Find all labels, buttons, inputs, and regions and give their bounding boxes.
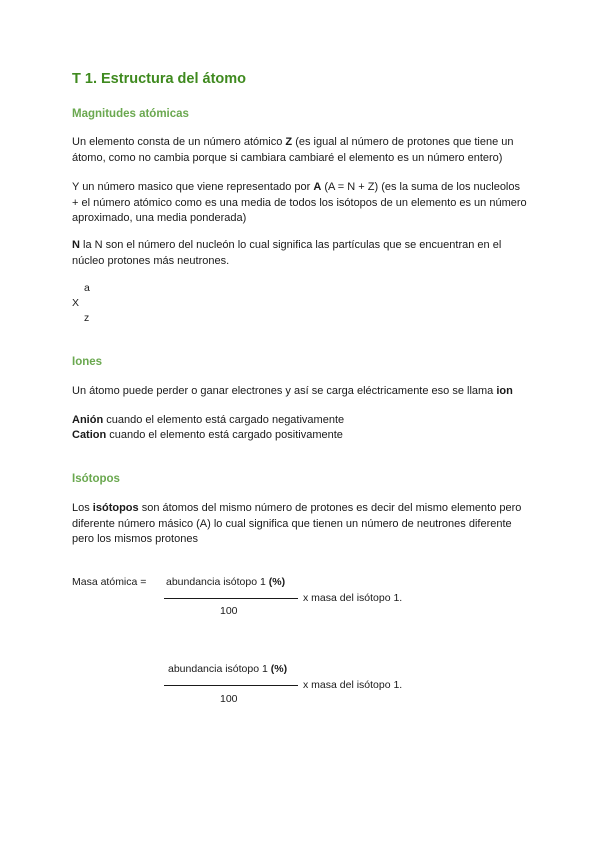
percent-bold: (%) (270, 663, 288, 675)
notation-atomic-number: z (84, 312, 90, 324)
paragraph-numero-masico (72, 180, 528, 227)
bold-a: A (313, 181, 322, 193)
text: cuando el elemento está cargado positivamente (106, 429, 343, 441)
line-anion (72, 413, 528, 429)
formula2-numerator (168, 663, 287, 675)
notation-symbol: X (72, 297, 80, 309)
bold-isotopos: isótopos (92, 502, 139, 514)
paragraph-nucleon (72, 238, 528, 269)
text: (es igual al número de protones que tiene un átomo, como no cambia porque si cambiara cambiaré el elemento es un número entero) (72, 136, 514, 164)
text: Un átomo puede perder o ganar electrones y así se carga eléctricamente eso se llama (72, 385, 497, 397)
bold-ion: ion (496, 385, 513, 397)
text: Y un número masico que viene representado por (72, 181, 314, 193)
formula2-denominator: 100 (220, 693, 238, 705)
text: abundancia isótopo 1 (166, 576, 269, 588)
line-cation (72, 428, 528, 444)
heading-isotopos: Isótopos (72, 473, 120, 485)
formula1-numerator (166, 576, 285, 588)
paragraph-ion (72, 384, 528, 400)
heading-magnitudes: Magnitudes atómicas (72, 108, 189, 120)
formula1-tail: x masa del isótopo 1. (303, 592, 403, 604)
paragraph-numero-atomico (72, 135, 528, 166)
text: la N son el número del nucleón lo cual significa las partículas que se encuentran en el núcleo protones más neutrones. (72, 239, 502, 267)
text: (A = N + Z) (es la suma de los nucleolos + el número atómico como es una media de todos los isótopos de un elemento es un número aproximado, una media ponderada) (72, 181, 527, 224)
formula1-denominator: 100 (220, 605, 238, 617)
formula2-tail: x masa del isótopo 1. (303, 679, 403, 691)
heading-iones: Iones (72, 356, 103, 368)
formula1-label: Masa atómica = (72, 576, 147, 588)
bold-z: Z (285, 136, 293, 148)
formula2-fraction-bar (164, 685, 298, 686)
bold-cation: Cation (72, 429, 107, 441)
bold-n: N (72, 239, 80, 251)
text: Un elemento consta de un número atómico (72, 136, 286, 148)
percent-bold: (%) (268, 576, 286, 588)
paragraph-isotopos (72, 501, 528, 548)
formula1-fraction-bar (164, 598, 298, 599)
text: cuando el elemento está cargado negativamente (103, 414, 345, 426)
page-title: T 1. Estructura del átomo (72, 71, 247, 87)
text: abundancia isótopo 1 (168, 663, 271, 675)
text: son átomos del mismo número de protones es decir del mismo elemento pero diferente número másico (A) lo cual significa que tienen un número de neutrones diferente pero los mismos protones (72, 502, 522, 545)
bold-anion: Anión (72, 414, 104, 426)
notation-mass-number: a (84, 282, 90, 294)
text: Los (72, 502, 93, 514)
